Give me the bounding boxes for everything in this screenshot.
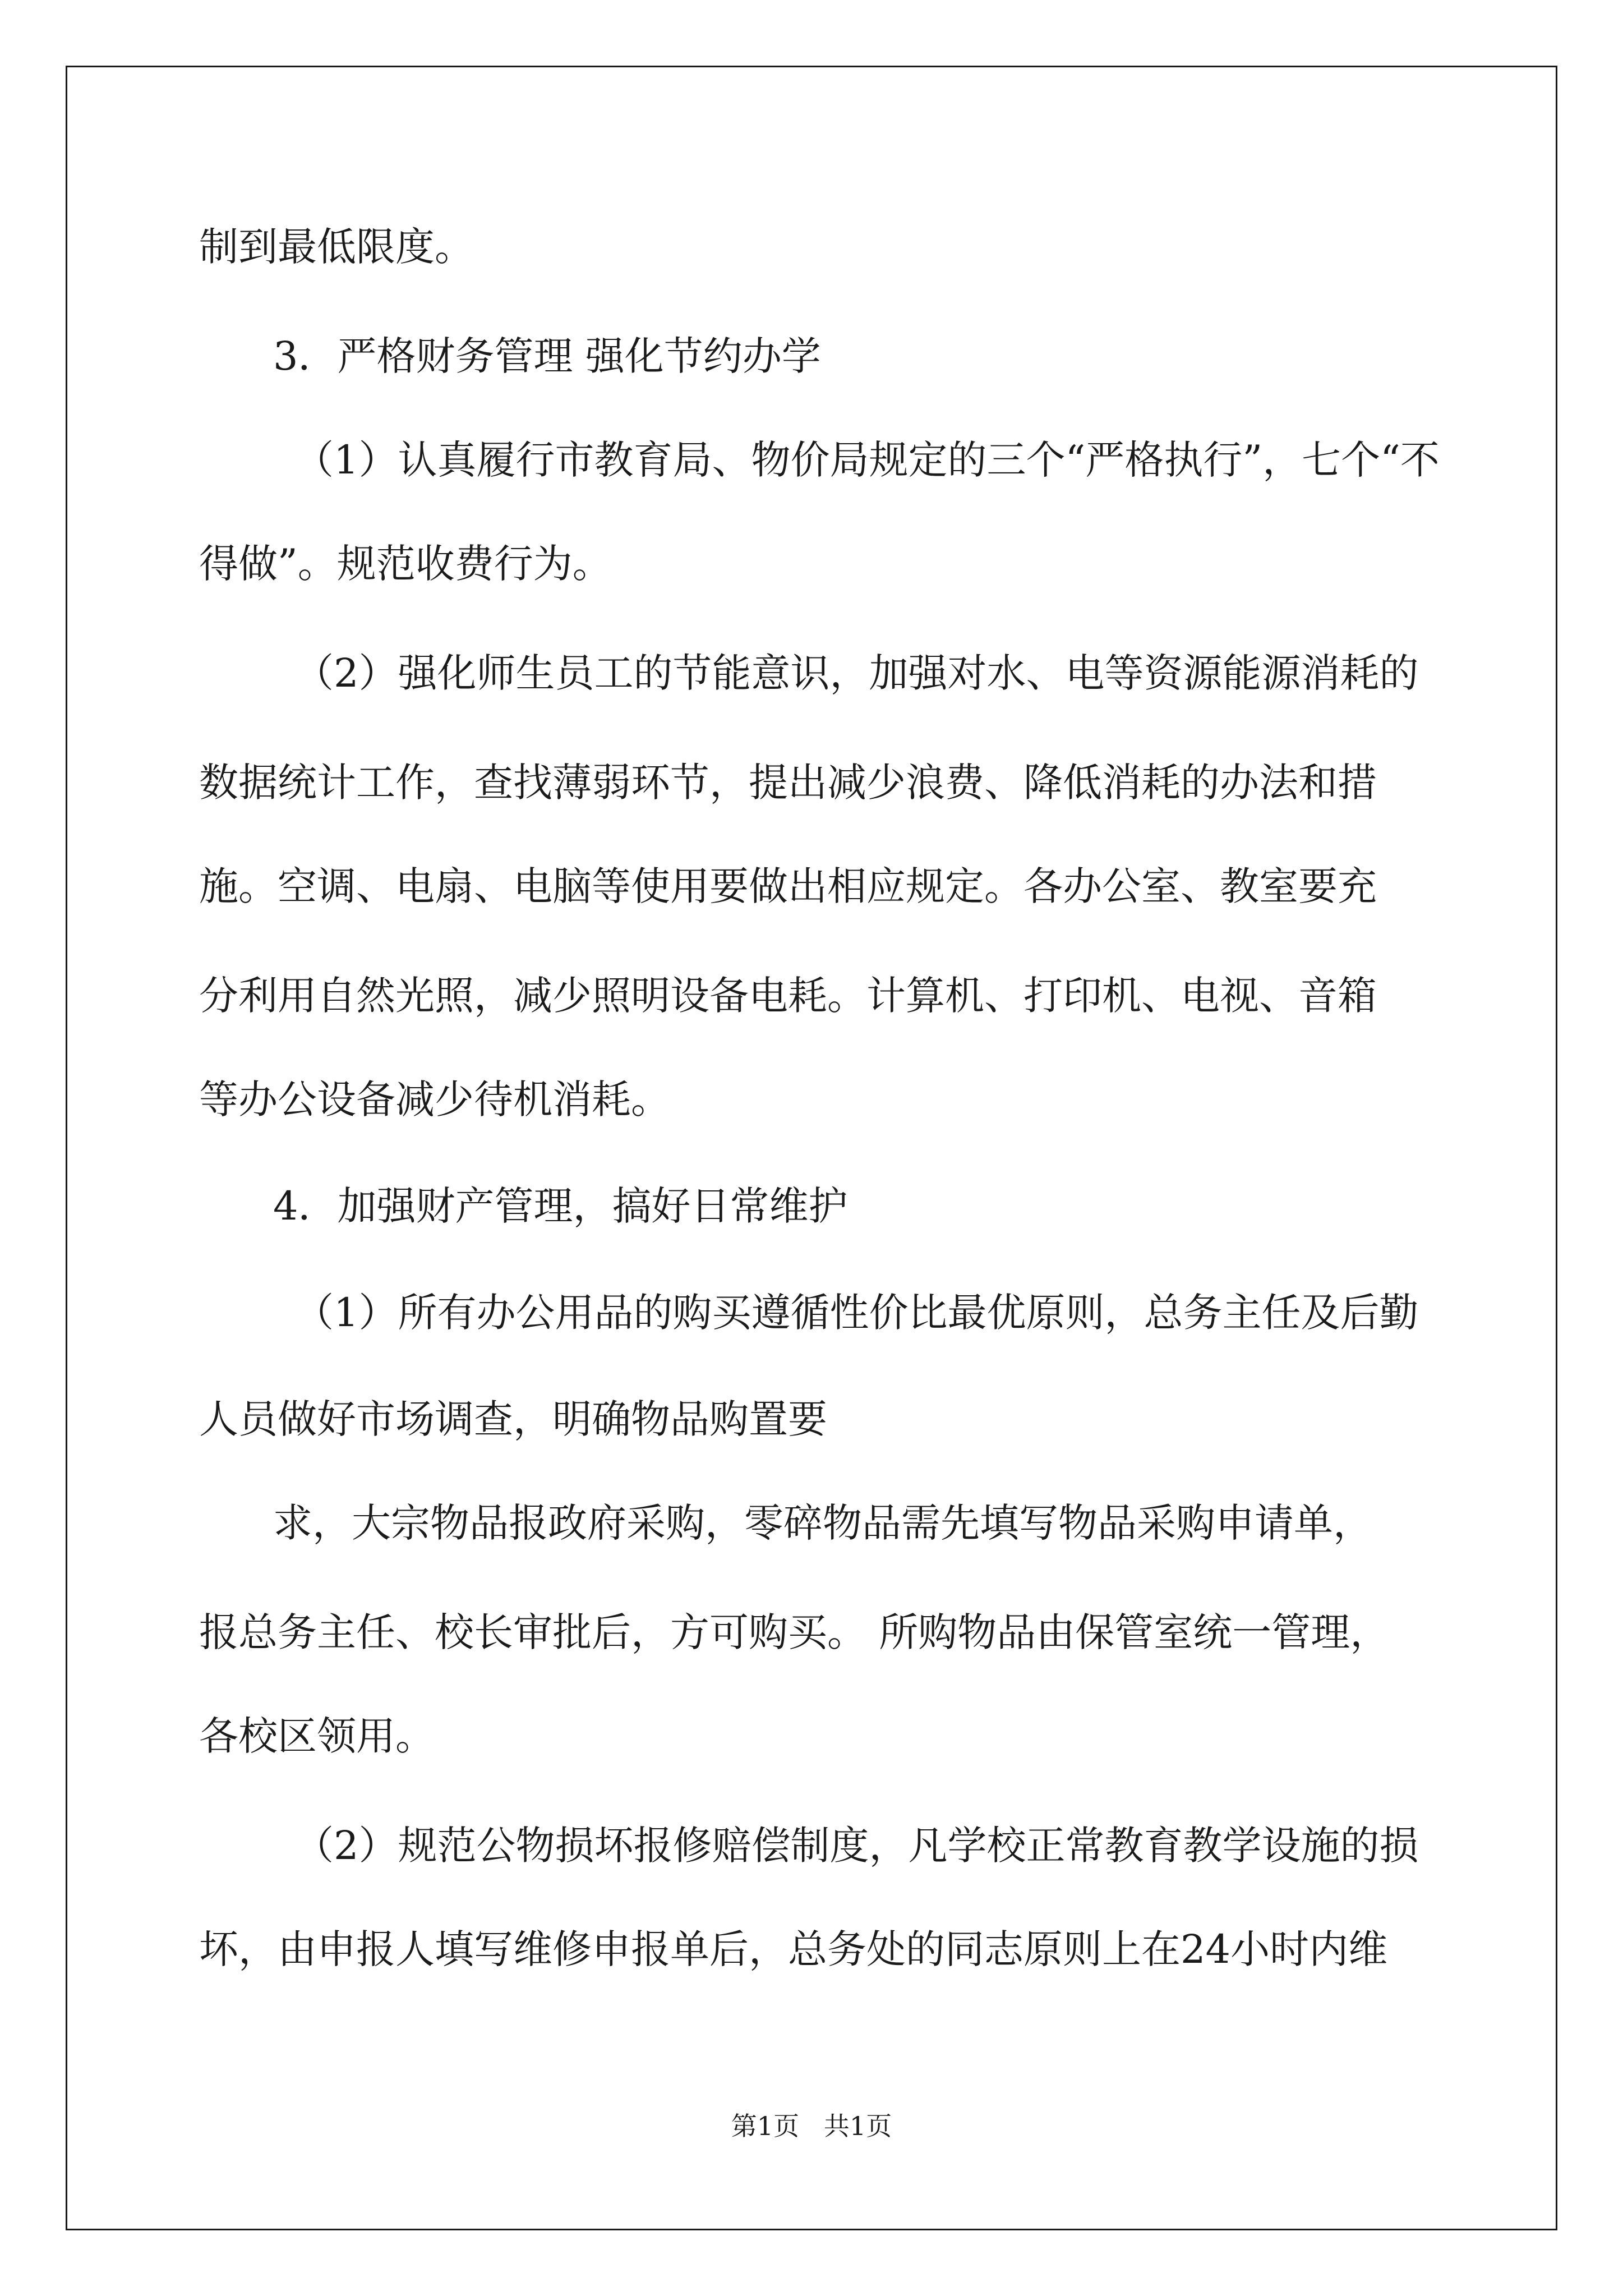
text-line: （1）所有办公用品的购买遵循性价比最优原则，总务主任及后勤 <box>294 1290 1419 1336</box>
text-line: 报总务主任、校长审批后，方可购买。 所购物品由保管室统一管理， <box>199 1609 1390 1655</box>
text-line: （2）规范公物损坏报修赔偿制度，凡学校正常教育教学设施的损 <box>294 1823 1419 1869</box>
section-heading-4: 4．加强财产管理，搞好日常维护 <box>273 1183 848 1229</box>
text-line: 人员做好市场调查，明确物品购置要 <box>199 1396 827 1442</box>
page-number-footer: 第1页 共1页 <box>731 2111 892 2141</box>
text-line: 制到最低限度。 <box>199 224 474 270</box>
text-line: 等办公设备减少待机消耗。 <box>199 1076 670 1122</box>
text-line: 数据统计工作，查找薄弱环节，提出减少浪费、降低消耗的办法和措 <box>199 760 1377 806</box>
text-line: 分利用自然光照，减少照明设备电耗。计算机、打印机、电视、音箱 <box>199 973 1377 1019</box>
text-line: 求，大宗物品报政府采购，零碎物品需先填写物品采购申请单， <box>273 1500 1372 1546</box>
text-line: （1）认真履行市教育局、物价局规定的三个“严格执行”，七个“不 <box>294 437 1440 483</box>
text-line: 得做”。规范收费行为。 <box>199 541 612 587</box>
text-line: 各校区领用。 <box>199 1713 435 1759</box>
section-heading-3: 3．严格财务管理 强化节约办学 <box>273 333 821 379</box>
text-line: 施。空调、电扇、电脑等使用要做出相应规定。各办公室、教室要充 <box>199 863 1377 909</box>
page-border <box>66 66 1557 2230</box>
text-line: 坏，由申报人填写维修申报单后，总务处的同志原则上在24小时内维 <box>199 1926 1388 1972</box>
text-line: （2）强化师生员工的节能意识，加强对水、电等资源能源消耗的 <box>294 650 1419 696</box>
